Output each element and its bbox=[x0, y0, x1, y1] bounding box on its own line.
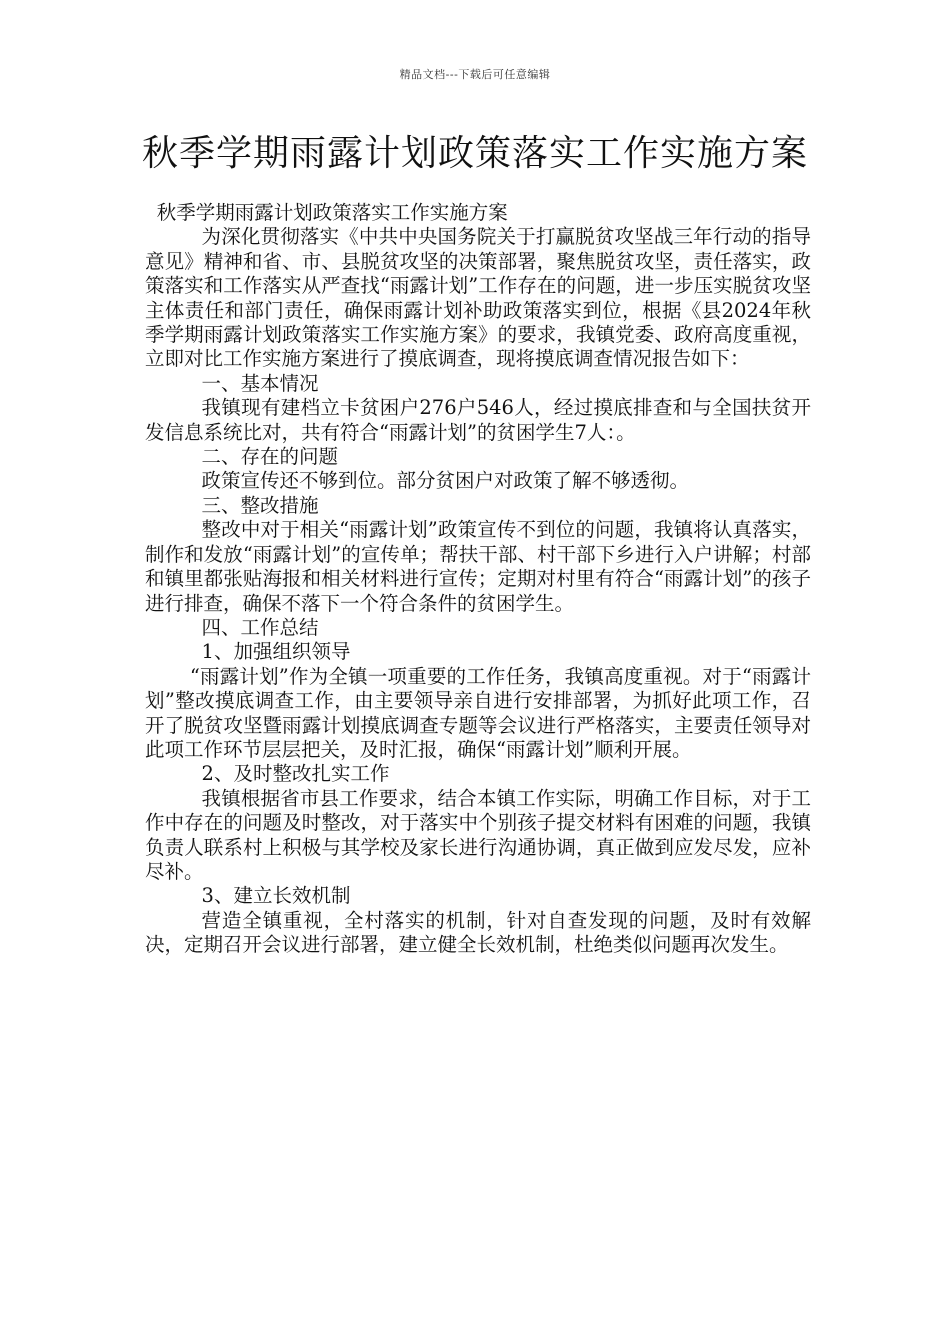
problems-paragraph: 政策宣传还不够到位。部分贫困户对政策了解不够透彻。 bbox=[201, 469, 690, 493]
measures-paragraph: 整改中对于相关“雨露计划”政策宣传不到位的问题，我镇将认真落实，制作和发放“雨露计划”的宣传单；帮扶干部、村干部下乡进行入户讲解；村部和镇里都张贴海报和相关材料进行宣传；定期对村里有符合“雨露计划”的孩子进行排查，确保不落下一个符合条件的贫困学生。 bbox=[145, 518, 811, 615]
document-title: 秋季学期雨露计划政策落实工作实施方案 bbox=[141, 133, 808, 174]
leadership-paragraph: “雨露计划”作为全镇一项重要的工作任务，我镇高度重视。对于“雨露计划”整改摸底调查工作，由主要领导亲自进行安排部署，为抓好此项工作，召开了脱贫攻坚暨雨露计划摸底调查专题等会议进行严格落实，主要责任领导对此项工作环节层层把关，及时汇报，确保“雨露计划”顺利开展。 bbox=[145, 664, 811, 761]
body-subtitle: 秋季学期雨露计划政策落实工作实施方案 bbox=[156, 201, 508, 224]
section-heading-problems: 二、存在的问题 bbox=[201, 445, 339, 469]
section-heading-summary: 四、工作总结 bbox=[201, 615, 319, 639]
rectification-paragraph: 我镇根据省市县工作要求，结合本镇工作实际，明确工作目标，对于工作中存在的问题及时整改，对于落实中个别孩子提交材料有困难的问题，我镇负责人联系村上积极与其学校及家长进行沟通协调，真正做到应发尽发，应补尽补。 bbox=[145, 786, 811, 883]
subheading-mechanism: 3、建立长效机制 bbox=[201, 884, 351, 908]
document-body bbox=[145, 201, 811, 958]
section-heading-basic-situation: 一、基本情况 bbox=[201, 371, 319, 395]
header-note: 精品文档---下载后可任意编辑 bbox=[399, 68, 551, 81]
subheading-rectification: 2、及时整改扎实工作 bbox=[201, 762, 390, 786]
subheading-leadership: 1、加强组织领导 bbox=[201, 640, 351, 664]
intro-paragraph: 为深化贯彻落实《中共中央国务院关于打赢脱贫攻坚战三年行动的指导意见》精神和省、市、县脱贫攻坚的决策部署，聚焦脱贫攻坚，责任落实，政策落实和工作落实从严查找“雨露计划”工作存在的问题，进一步压实脱贫攻坚主体责任和部门责任，确保雨露计划补助政策落实到位，根据《县2024年秋季学期雨露计划政策落实工作实施方案》的要求，我镇党委、政府高度重视，立即对比工作实施方案进行了摸底调查，现将摸底调查情况报告如下： bbox=[145, 225, 811, 371]
basic-situation-paragraph: 我镇现有建档立卡贫困户276户546人，经过摸底排查和与全国扶贫开发信息系统比对，共有符合“雨露计划”的贫困学生7人：。 bbox=[145, 396, 811, 444]
mechanism-paragraph: 营造全镇重视，全村落实的机制，针对自查发现的问题，及时有效解决，定期召开会议进行部署，建立健全长效机制，杜绝类似问题再次发生。 bbox=[145, 908, 811, 957]
section-heading-measures: 三、整改措施 bbox=[201, 493, 319, 517]
